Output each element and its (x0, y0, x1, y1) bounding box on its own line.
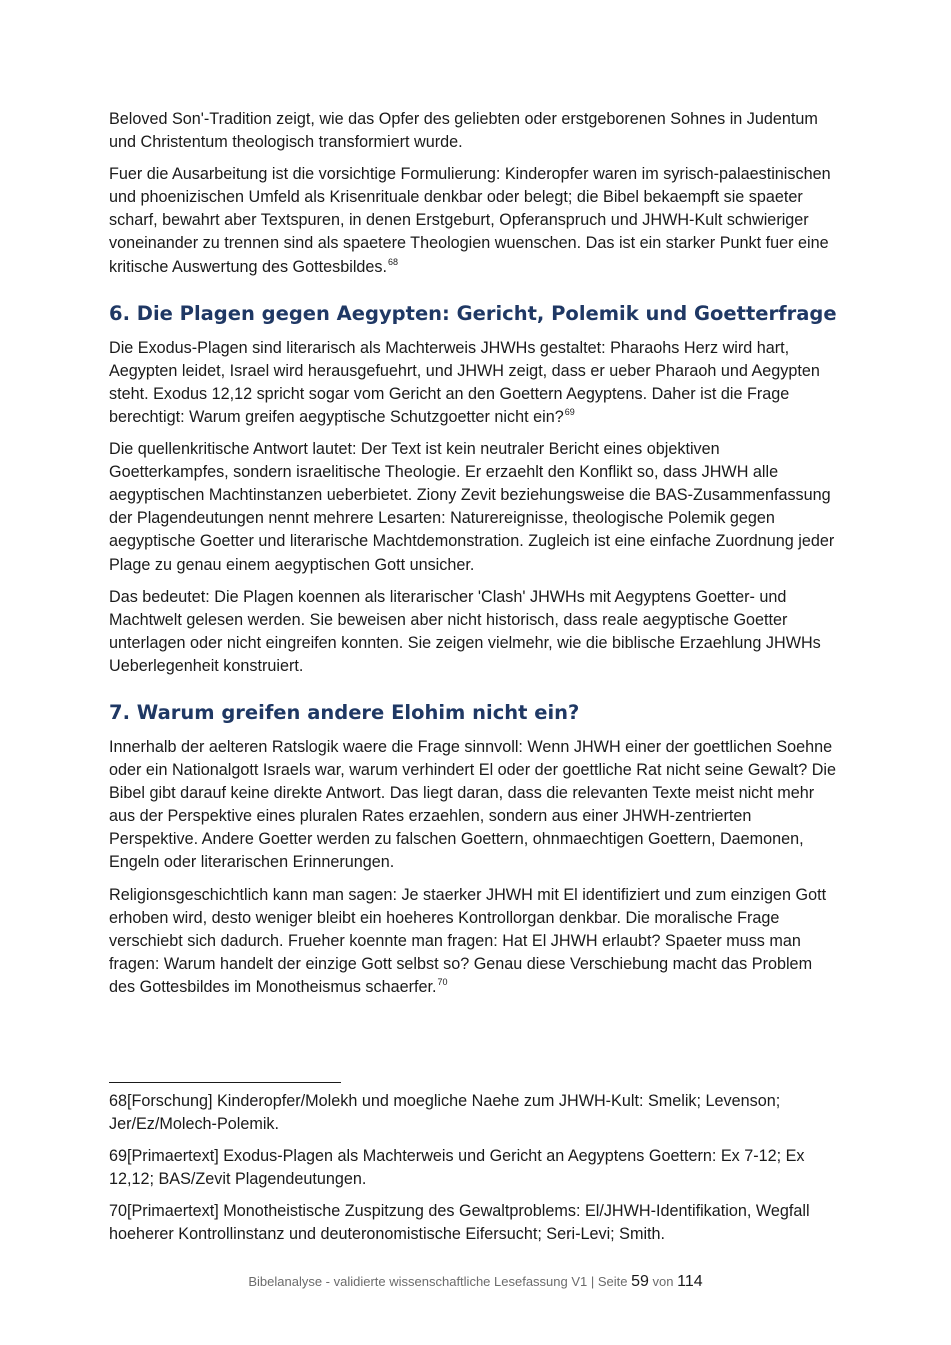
section-heading-6: 6. Die Plagen gegen Aegypten: Gericht, Polemik und Goetterfrage (109, 301, 837, 325)
footnote-ref-69[interactable]: 69 (564, 406, 575, 417)
paragraph: Das bedeutet: Die Plagen koennen als literarischer 'Clash' JHWHs mit Aegyptens Goetter- und Machtwelt gelesen werden. Sie beweisen aber nicht historisch, dass reale aegyptische Goetter unterlagen oder nicht eingreifen konnten. Sie zeigen vielmehr, wie die biblische Erzaehlung JHWHs Ueberlegenheit konstruiert. (109, 587, 821, 675)
paragraph: Innerhalb der aelteren Ratslogik waere die Frage sinnvoll: Wenn JHWH einer der goettlichen Soehne oder ein Nationalgott Israels war, warum verhindert El oder der goettliche Rat nicht seine Gewalt? Die Bibel gibt darauf keine direkte Antwort. Das liegt daran, dass die relevanten Texte meist nicht mehr aus der Perspektive eines pluralen Rates erzaehlen, sondern aus einer JHWH-zentrierten Perspektive. Andere Goetter werden zu falschen Goettern, ohnmaechtigen Goettern, Daemonen, Engeln oder literarischen Erinnerungen. (109, 737, 837, 872)
section-heading-7: 7. Warum greifen andere Elohim nicht ein? (109, 700, 580, 724)
paragraph: Die quellenkritische Antwort lautet: Der Text ist kein neutraler Bericht eines objektiven Goetterkampfes, sondern israelitische Theologie. Er erzaehlt den Konflikt so, dass JHWH alle aegyptischen Machtinstanzen ueberbietet. Ziony Zevit beziehungsweise die BAS-Zusammenfassung der Plagendeutungen nennt mehrere Lesarten: Naturereignisse, theologische Polemik gegen aegyptische Goetter und literarische Machtdemonstration. Zugleich ist eine einfache Zuordnung jeder Plage zu genau einem aegyptischen Gott unsicher. (109, 440, 835, 574)
paragraph (109, 884, 839, 999)
page-number: 59 (631, 1273, 649, 1290)
footnote-ref-70[interactable]: 70 (437, 976, 448, 987)
footer-of: von (652, 1274, 674, 1289)
paragraph (109, 337, 839, 429)
total-pages: 114 (677, 1273, 703, 1290)
paragraph-text: Die Exodus-Plagen sind literarisch als Machterweis JHWHs gestaltet: Pharaohs Herz wird hart, Aegypten leidet, Israel wird herausgefuehrt, und JHWH zeigt, dass er ueber Pharaoh und Aegypten steht. Exodus 12,12 spricht sogar vom Gericht an den Goettern Aegyptens. Daher ist die Frage berechtigt: Warum greifen aegyptische Schutzgoetter nicht ein? (109, 338, 820, 426)
page-footer (0, 1273, 951, 1291)
paragraph (109, 108, 839, 154)
footnote-68: 68[Forschung] Kinderopfer/Molekh und moegliche Naehe zum JHWH-Kult: Smelik; Levenson; Jer/Ez/Molech-Polemik. (109, 1092, 781, 1134)
footnote-70: 70[Primaertext] Monotheistische Zuspitzung des Gewaltproblems: El/JHWH-Identifikation, Wegfall hoeherer Kontrollinstanz und deuteronomistische Eifersucht; Seri-Levi; Smith. (109, 1202, 810, 1244)
paragraph-text: Beloved Son'-Tradition zeigt, wie das Opfer des geliebten oder erstgeborenen Sohnes in Judentum und Christentum theologisch transformiert wurde. (109, 110, 818, 152)
footer-text: Bibelanalyse - validierte wissenschaftliche Lesefassung V1 | Seite (248, 1274, 628, 1289)
page-body (109, 108, 839, 1008)
paragraph (109, 163, 839, 278)
footnote-ref-68[interactable]: 68 (388, 256, 399, 267)
paragraph-text: Religionsgeschichtlich kann man sagen: Je staerker JHWH mit El identifiziert und zum einzigen Gott erhoben wird, desto weniger bleibt ein hoeheres Kontrollorgan denkbar. Die moralische Frage verschiebt sich dadurch. Frueher koennte man fragen: Hat El JHWH erlaubt? Spaeter muss man fragen: Warum handelt der einzige Gott selbst so? Genau diese Verschiebung macht das Problem des Gottesbildes im Monotheismus schaerfer. (109, 885, 827, 996)
footnote-separator (109, 1082, 341, 1083)
paragraph-text: Fuer die Ausarbeitung ist die vorsichtige Formulierung: Kinderopfer waren im syrisch-palaestinischen und phoenizischen Umfeld als Krisenrituale denkbar oder belegt; die Bibel bekaempft sie spaeter scharf, bewahrt aber Textspuren, in denen Erstgeburt, Opferanspruch und JHWH-Kult schwieriger voneinander zu trennen sind als spaetere Theologien wuenschen. Das ist ein starker Punkt fuer eine kritische Auswertung des Gottesbildes. (109, 165, 831, 276)
footnote-69: 69[Primaertext] Exodus-Plagen als Machterweis und Gericht an Aegyptens Goettern: Ex 7-12; Ex 12,12; BAS/Zevit Plagendeutungen. (109, 1147, 805, 1189)
footnotes (109, 1090, 844, 1256)
